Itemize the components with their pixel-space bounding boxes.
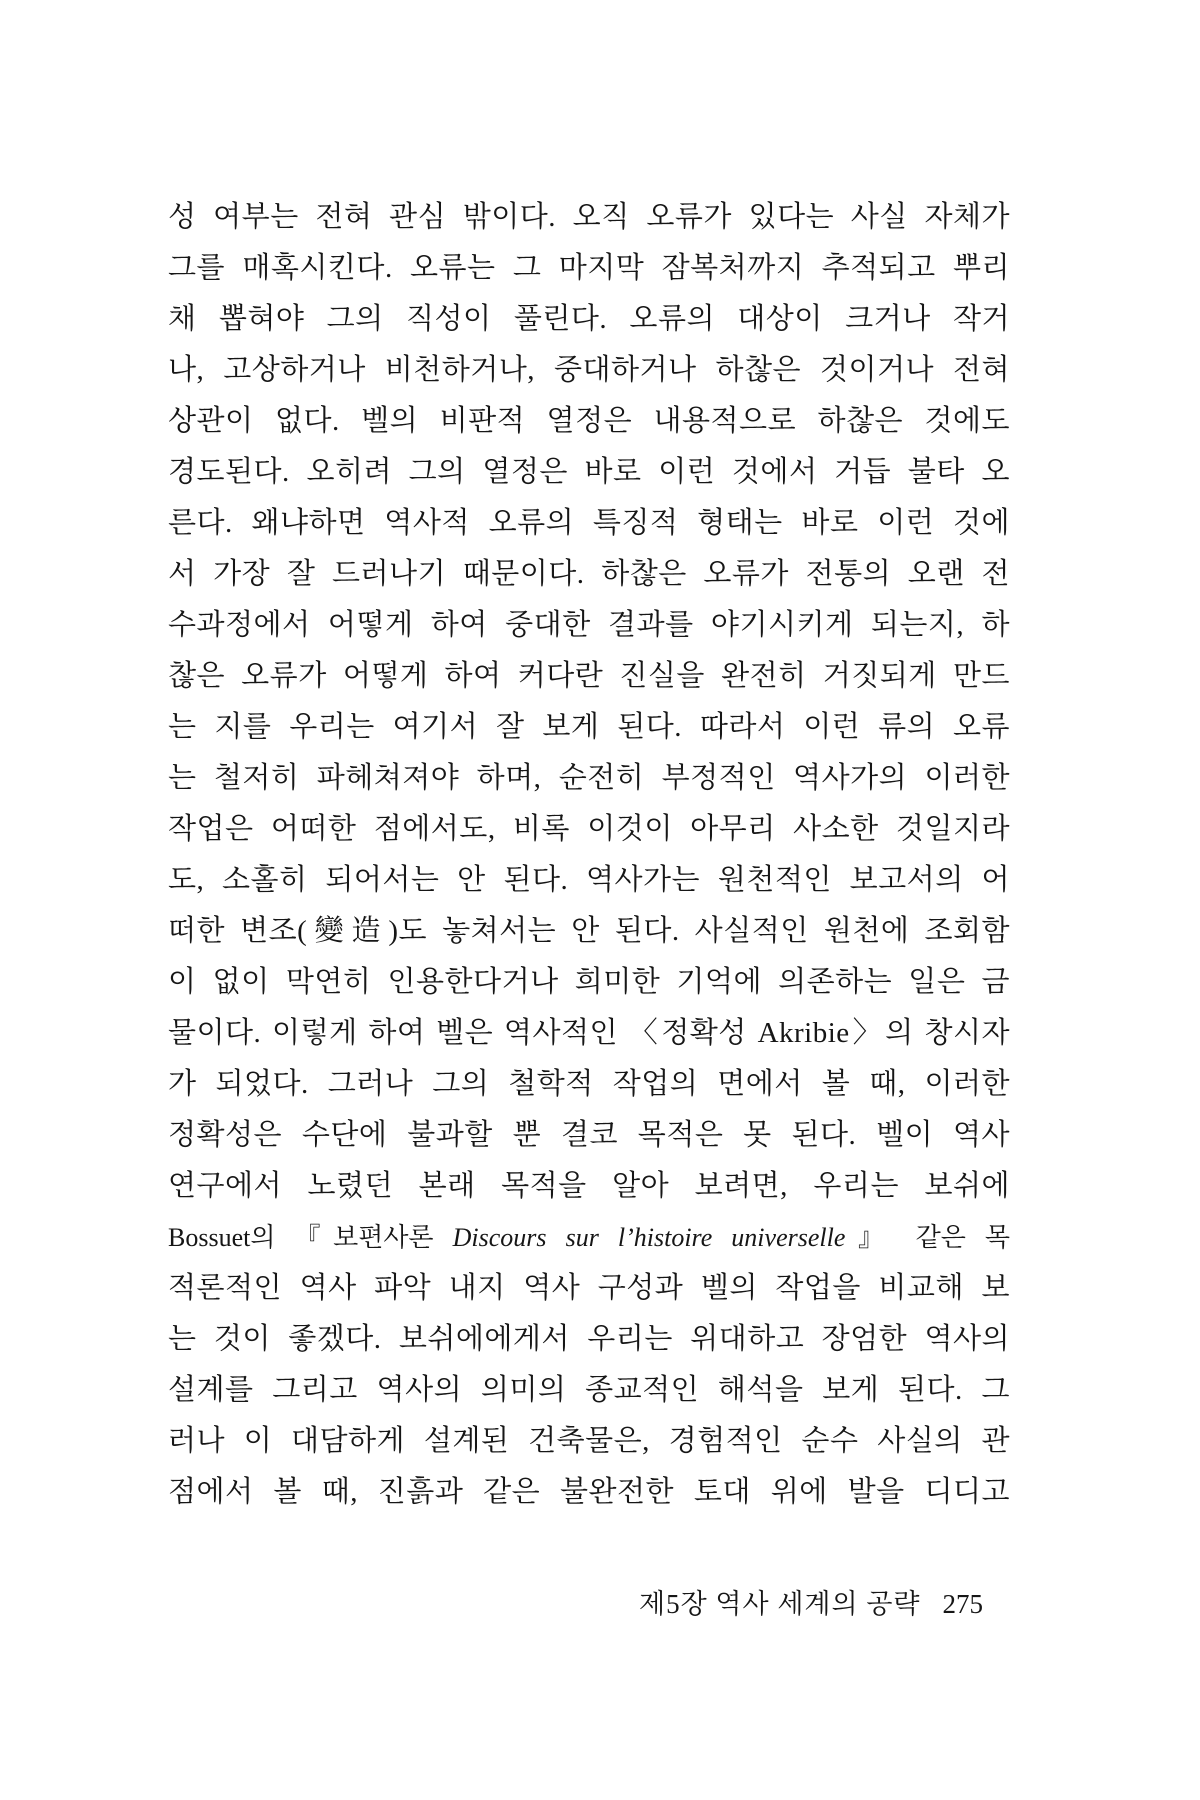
text-line: 수과정에서 어떻게 하여 중대한 결과를 야기시키게 되는지, 하 [168, 609, 1010, 641]
text-line-book-title [168, 1212, 1010, 1263]
text-line: 연구에서 노렸던 본래 목적을 알아 보려면, 우리는 보쉬에 [168, 1170, 1010, 1202]
text-line: 찮은 오류가 어떻게 하여 커다란 진실을 완전히 거짓되게 만드 [168, 660, 1010, 692]
text-segment: 』 같은 목 [845, 1223, 1010, 1252]
text-line: 물이다. 이렇게 하여 벨은 역사적인 〈정확성 Akribie〉의 창시자 [168, 1017, 1010, 1049]
text-line: 성 여부는 전혀 관심 밖이다. 오직 오류가 있다는 사실 자체가 [168, 201, 1010, 233]
book-title-french: Discours sur l’histoire universelle [452, 1223, 846, 1252]
text-line: 설계를 그리고 역사의 의미의 종교적인 해석을 보게 된다. 그 [168, 1374, 1010, 1406]
text-line: 는 것이 좋겠다. 보쉬에에게서 우리는 위대하고 장엄한 역사의 [168, 1323, 1010, 1355]
page-number: 275 [942, 1589, 983, 1619]
text-line: 른다. 왜냐하면 역사적 오류의 특징적 형태는 바로 이런 것에 [168, 507, 1010, 539]
text-line: 는 철저히 파헤쳐져야 하며, 순전히 부정적인 역사가의 이러한 [168, 762, 1010, 794]
text-line: 는 지를 우리는 여기서 잘 보게 된다. 따라서 이런 류의 오류 [168, 711, 1010, 743]
text-line: 러나 이 대담하게 설계된 건축물은, 경험적인 순수 사실의 관 [168, 1425, 1010, 1457]
text-line: 이 없이 막연히 인용한다거나 희미한 기억에 의존하는 일은 금 [168, 966, 1010, 998]
text-segment: Bossuet의 『보편사론 [168, 1223, 453, 1252]
text-line: 점에서 볼 때, 진흙과 같은 불완전한 토대 위에 발을 디디고 [168, 1476, 1010, 1508]
text-line: 상관이 없다. 벨의 비판적 열정은 내용적으로 하찮은 것에도 [168, 405, 1010, 437]
text-line: 가 되었다. 그러나 그의 철학적 작업의 면에서 볼 때, 이러한 [168, 1068, 1010, 1100]
text-line: 채 뽑혀야 그의 직성이 풀린다. 오류의 대상이 크거나 작거 [168, 303, 1010, 335]
running-title: 제5장 역사 세계의 공략 [639, 1589, 921, 1619]
page-footer [168, 1586, 983, 1622]
text-line: 적론적인 역사 파악 내지 역사 구성과 벨의 작업을 비교해 보 [168, 1272, 1010, 1304]
text-line: 작업은 어떠한 점에서도, 비록 이것이 아무리 사소한 것일지라 [168, 813, 1010, 845]
text-line: 경도된다. 오히려 그의 열정은 바로 이런 것에서 거듭 불타 오 [168, 456, 1010, 488]
body-text [168, 192, 1010, 1518]
text-line: 그를 매혹시킨다. 오류는 그 마지막 잠복처까지 추적되고 뿌리 [168, 252, 1010, 284]
text-line: 정확성은 수단에 불과할 뿐 결코 목적은 못 된다. 벨이 역사 [168, 1119, 1010, 1151]
text-line: 떠한 변조(變造)도 놓쳐서는 안 된다. 사실적인 원천에 조회함 [168, 915, 1010, 947]
text-line: 서 가장 잘 드러나기 때문이다. 하찮은 오류가 전통의 오랜 전 [168, 558, 1010, 590]
text-line: 도, 소홀히 되어서는 안 된다. 역사가는 원천적인 보고서의 어 [168, 864, 1010, 896]
text-line: 나, 고상하거나 비천하거나, 중대하거나 하찮은 것이거나 전혀 [168, 354, 1010, 386]
